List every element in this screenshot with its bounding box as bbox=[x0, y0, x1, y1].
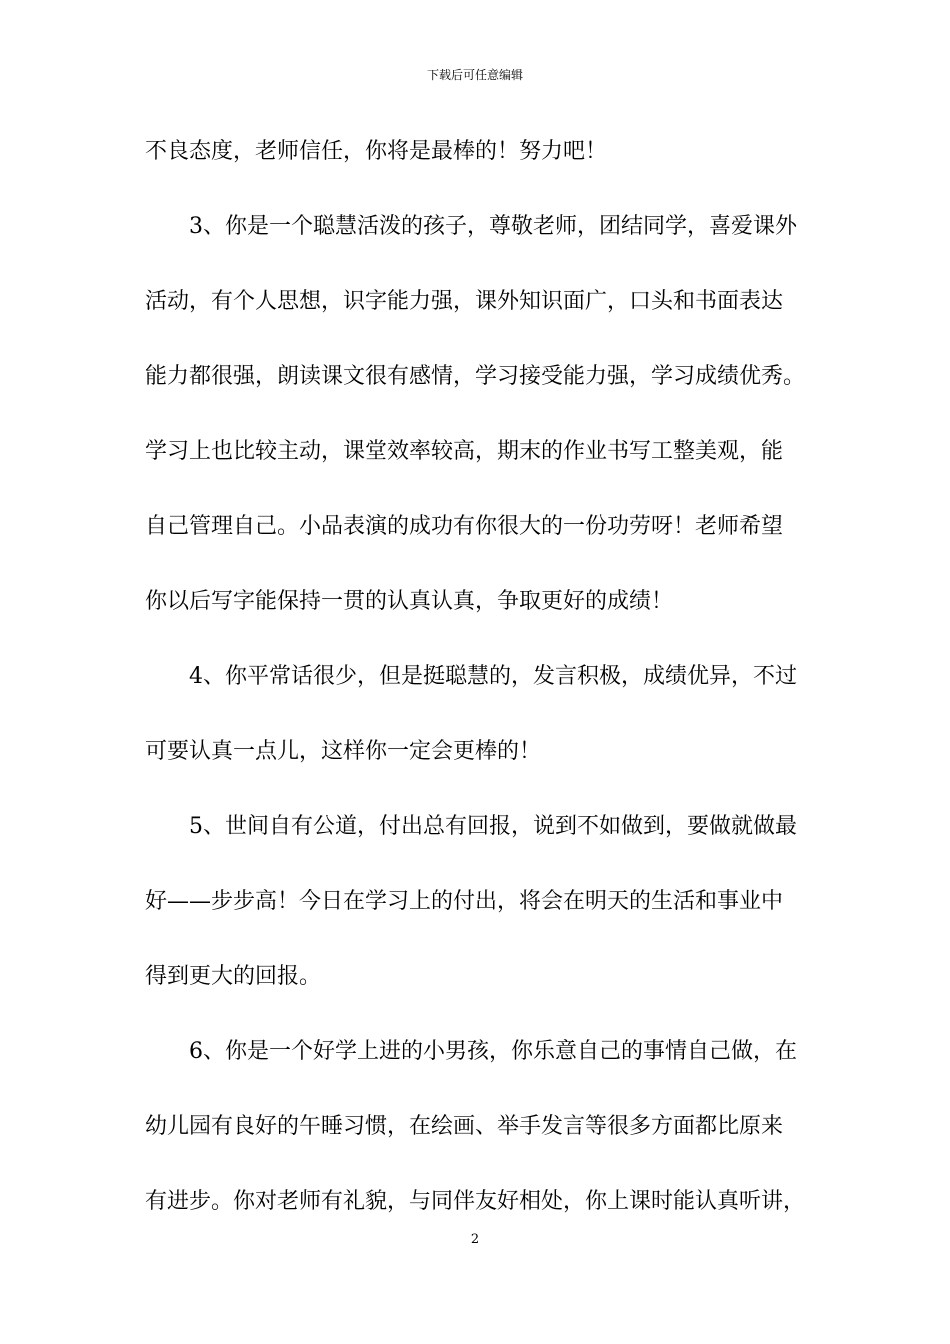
text-line: 有进步。你对老师有礼貌，与同伴友好相处，你上课时能认真听讲， bbox=[145, 1189, 806, 1214]
text-line: 不良态度，老师信任，你将是最棒的！努力吧！ bbox=[145, 139, 608, 164]
text-line: 自己管理自己。小品表演的成功有你很大的一份功劳呀！老师希望 bbox=[145, 514, 784, 539]
text-line: 6、你是一个好学上进的小男孩，你乐意自己的事情自己做，在 bbox=[189, 1039, 797, 1064]
text-line: 能力都很强，朗读课文很有感情，学习接受能力强，学习成绩优秀。 bbox=[145, 364, 806, 389]
text-line: 可要认真一点儿，这样你一定会更棒的！ bbox=[145, 739, 542, 764]
text-line: 3、你是一个聪慧活泼的孩子，尊敬老师，团结同学，喜爱课外 bbox=[189, 214, 797, 239]
document-body bbox=[145, 128, 810, 1253]
text-line: 幼儿园有良好的午睡习惯，在绘画、举手发言等很多方面都比原来 bbox=[145, 1114, 784, 1139]
text-line: 得到更大的回报。 bbox=[145, 964, 322, 989]
page-header: 下载后可任意编辑 bbox=[426, 68, 523, 82]
text-line: 活动，有个人思想，识字能力强，课外知识面广，口头和书面表达 bbox=[145, 289, 784, 314]
text-line: 5、世间自有公道，付出总有回报，说到不如做到，要做就做最 bbox=[189, 814, 797, 839]
page-number: 2 bbox=[470, 1232, 480, 1247]
text-line: 你以后写字能保持一贯的认真认真，争取更好的成绩！ bbox=[145, 589, 674, 614]
text-line: 学习上也比较主动，课堂效率较高，期末的作业书写工整美观，能 bbox=[145, 439, 784, 464]
text-line: 好——步步高！今日在学习上的付出，将会在明天的生活和事业中 bbox=[145, 889, 784, 914]
text-line: 4、你平常话很少，但是挺聪慧的，发言积极，成绩优异，不过 bbox=[189, 664, 797, 689]
